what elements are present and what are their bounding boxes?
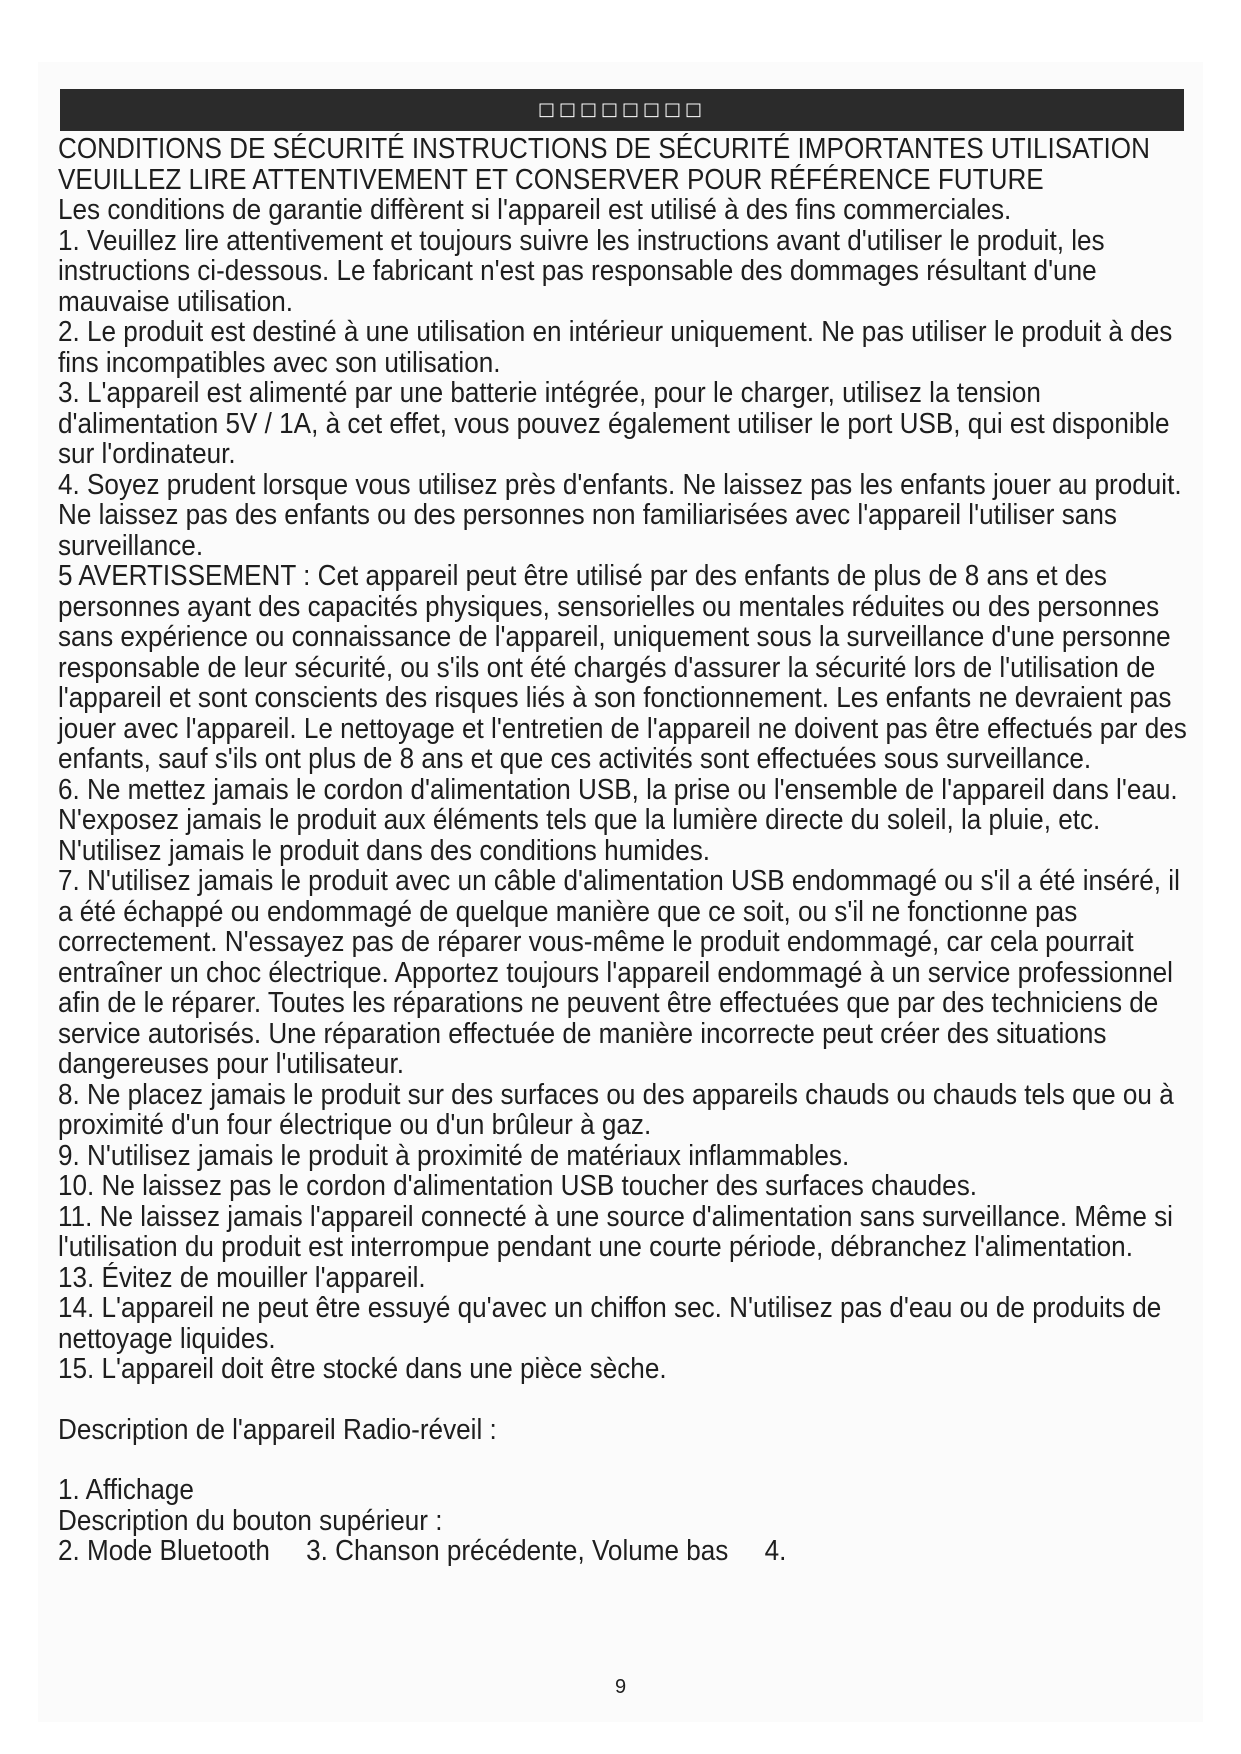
display-item: 1. Affichage <box>58 1474 194 1506</box>
spacer <box>58 1385 1192 1415</box>
instruction-item: 3. L'appareil est alimenté par une batterie intégrée, pour le charger, utilisez la tension d'alimentation 5V / 1A, à cet effet, vous pouvez également utiliser le port USB, qui est disponible sur l'ordinateur. <box>58 377 1170 470</box>
page-number: 9 <box>614 1676 627 1698</box>
instruction-item: 11. Ne laissez jamais l'appareil connecté à une source d'alimentation sans surveillance. Même si l'utilisation du produit est interrompue pendant une courte période, débranchez l'alimentation. <box>58 1200 1173 1263</box>
instruction-item: 5 AVERTISSEMENT : Cet appareil peut être utilisé par des enfants de plus de 8 ans et des personnes ayant des capacités physiques, sensorielles ou mentales réduites ou des personnes sans expérience ou connaissance de l'appareil, uniquement sous la surveillance d'une personne responsable de leur sécurité, ou s'ils ont été chargés d'assurer la sécurité lors de l'utilisation de l'appareil et sont conscients des risques liés à son fonctionnement. Les enfants ne devraient pas jouer avec l'appareil. Le nettoyage et l'entretien de l'appareil ne doivent pas être effectués par des enfants, sauf s'ils ont plus de 8 ans et que ces activités sont effectuées sous surveillance. <box>58 560 1187 775</box>
document-body <box>58 134 1192 1567</box>
instruction-item: 13. Évitez de mouiller l'appareil. <box>58 1261 426 1294</box>
instruction-item: 7. N'utilisez jamais le produit avec un câble d'alimentation USB endommagé ou s'il a été inséré, il a été échappé ou endommagé de quelque manière que ce soit, ou s'il ne fonctionne pas correctement. N'essayez pas de réparer vous-même le produit endommagé, car cela pourrait entraîner un choc électrique. Apportez toujours l'appareil endommagé à un service professionnel afin de le réparer. Toutes les réparations ne peuvent être effectuées que par des techniciens de service autorisés. Une réparation effectuée de manière incorrecte peut créer des situations dangereuses pour l'utilisateur. <box>58 865 1180 1080</box>
device-description-heading: Description de l'appareil Radio-réveil : <box>58 1413 497 1446</box>
instruction-item: 4. Soyez prudent lorsque vous utilisez près d'enfants. Ne laissez pas les enfants jouer au produit. Ne laissez pas des enfants ou des personnes non familiarisées avec l'appareil l'utiliser sans surveillance. <box>58 468 1182 562</box>
top-button-heading: Description du bouton supérieur : <box>58 1504 443 1537</box>
button-list: 2. Mode Bluetooth 3. Chanson précédente, Volume bas 4. <box>58 1535 787 1567</box>
instruction-item: 1. Veuillez lire attentivement et toujours suivre les instructions avant d'utiliser le produit, les instructions ci-dessous. Le fabricant n'est pas responsable des dommages résultant d'une mauvaise utilisation. <box>58 224 1105 318</box>
instruction-item: 10. Ne laissez pas le cordon d'alimentation USB toucher des surfaces chaudes. <box>58 1170 977 1202</box>
spacer <box>58 1445 1192 1475</box>
safety-title: CONDITIONS DE SÉCURITÉ INSTRUCTIONS DE SÉCURITÉ IMPORTANTES UTILISATION VEUILLEZ LIRE ATTENTIVEMENT ET CONSERVER POUR RÉFÉRENCE FUTURE <box>58 133 1150 196</box>
warranty-note: Les conditions de garantie diffèrent si l'appareil est utilisé à des fins commerciales. <box>58 194 1012 226</box>
instruction-item: 6. Ne mettez jamais le cordon d'alimentation USB, la prise ou l'ensemble de l'appareil dans l'eau. N'exposez jamais le produit aux éléments tels que la lumière directe du soleil, la pluie, etc. N'utilisez jamais le produit dans des conditions humides. <box>58 773 1178 867</box>
instruction-item: 2. Le produit est destiné à une utilisation en intérieur uniquement. Ne pas utiliser le produit à des fins incompatibles avec son utilisation. <box>58 316 1173 379</box>
instruction-item: 14. L'appareil ne peut être essuyé qu'avec un chiffon sec. N'utilisez pas d'eau ou de produits de nettoyage liquides. <box>58 1292 1162 1355</box>
instruction-item: 8. Ne placez jamais le produit sur des surfaces ou des appareils chauds ou chauds tels que ou à proximité d'un four électrique ou d'un brûleur à gaz. <box>58 1078 1174 1141</box>
header-bar <box>60 89 1184 131</box>
instruction-item: 9. N'utilisez jamais le produit à proximité de matériaux inflammables. <box>58 1139 850 1172</box>
header-text: □□□□□□□□ <box>537 99 707 120</box>
instruction-item: 15. L'appareil doit être stocké dans une pièce sèche. <box>58 1353 667 1385</box>
